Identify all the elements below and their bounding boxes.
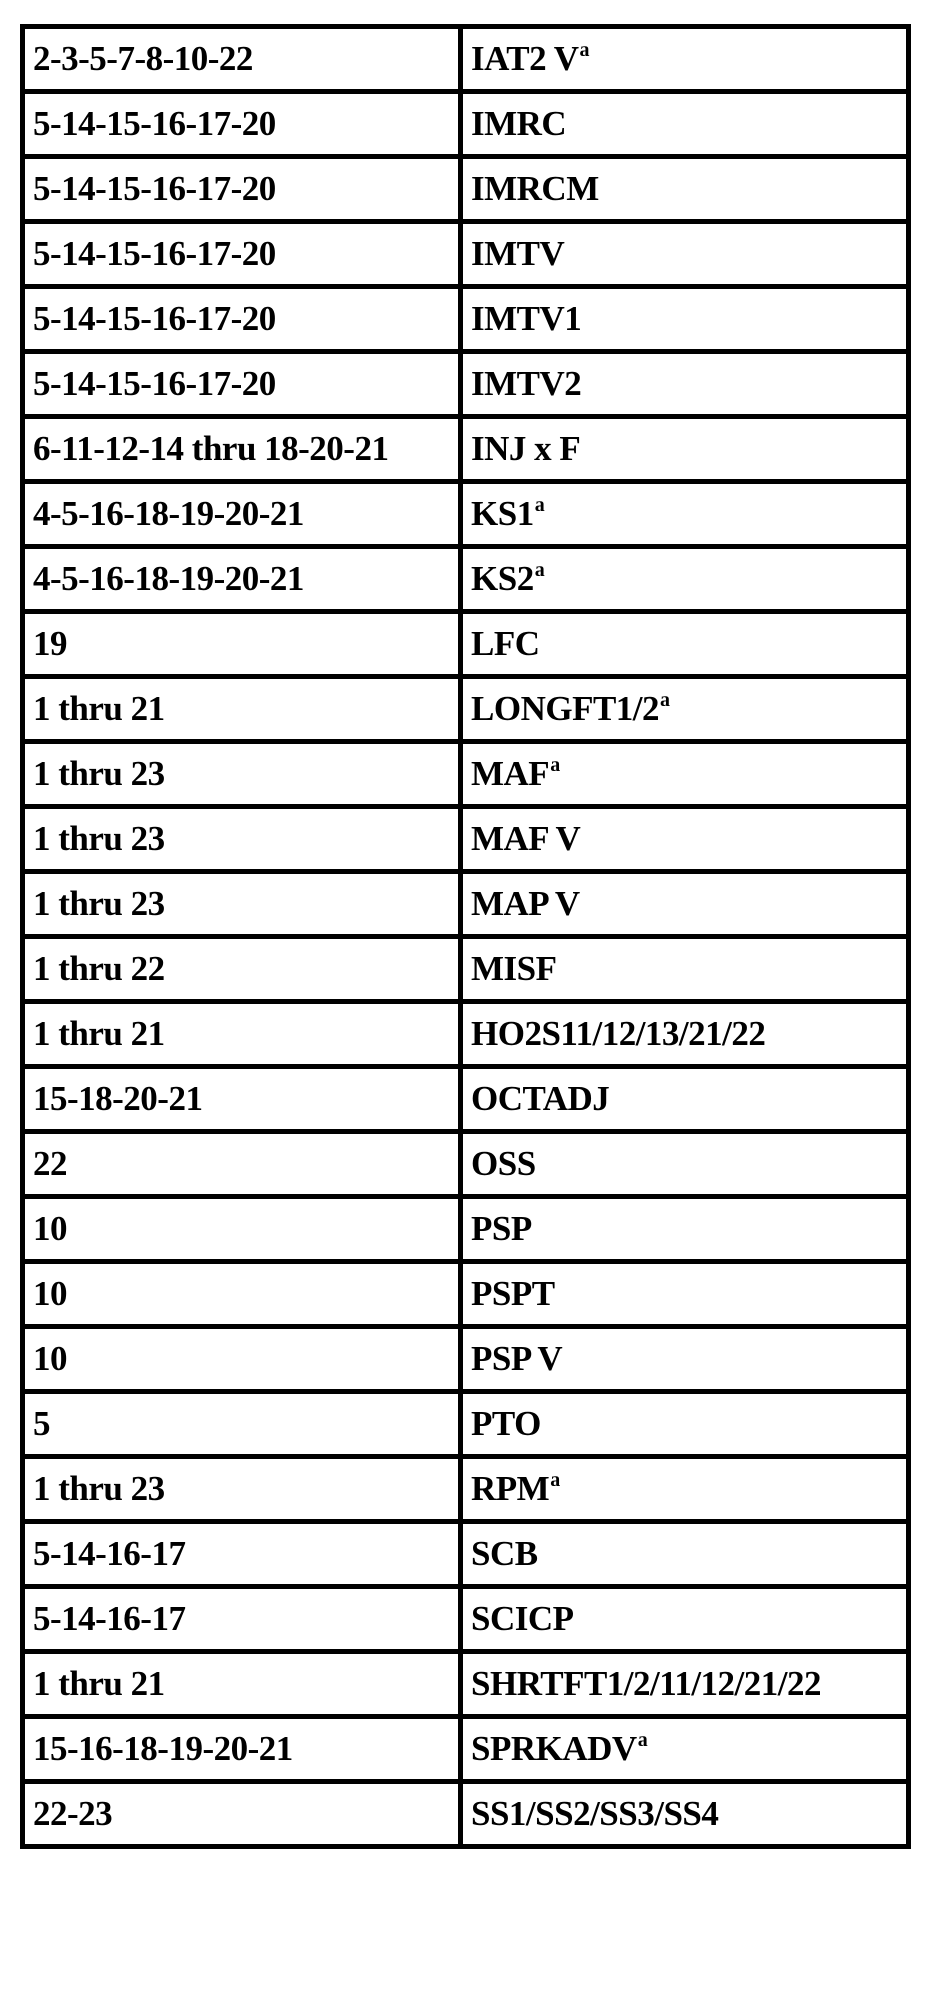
code-cell: 1 thru 23 <box>25 874 458 934</box>
table-body <box>25 29 906 1844</box>
table-row <box>25 224 906 284</box>
code-cell: 5-14-15-16-17-20 <box>25 94 458 154</box>
code-cell: 2-3-5-7-8-10-22 <box>25 29 458 89</box>
table-row <box>25 1134 906 1194</box>
pid-name: LONGFT1/2 <box>471 689 660 728</box>
footnote-marker: a <box>534 494 545 516</box>
table-row <box>25 1329 906 1389</box>
table-row <box>25 1524 906 1584</box>
code-cell: 10 <box>25 1264 458 1324</box>
pid-cell <box>463 614 906 674</box>
pid-name: SS1/SS2/SS3/SS4 <box>471 1794 719 1833</box>
pid-name: PSP V <box>471 1339 563 1378</box>
pid-name: LFC <box>471 624 540 663</box>
table-row <box>25 809 906 869</box>
footnote-marker: a <box>550 754 560 776</box>
pid-cell <box>463 1394 906 1454</box>
pid-name: SHRTFT1/2/11/12/21/22 <box>471 1664 821 1703</box>
footnote-marker: a <box>550 1469 560 1491</box>
pid-name: SCB <box>471 1534 538 1573</box>
pid-cell <box>463 419 906 479</box>
table-row <box>25 1004 906 1064</box>
pid-cell <box>463 679 906 739</box>
table-row <box>25 1654 906 1714</box>
table-row <box>25 1589 906 1649</box>
code-cell: 1 thru 21 <box>25 1004 458 1064</box>
pid-cell <box>463 939 906 999</box>
pid-name: SPRKADV <box>471 1729 637 1768</box>
pid-cell <box>463 94 906 154</box>
table-row <box>25 419 906 479</box>
pid-cell <box>463 874 906 934</box>
pid-name: KS1 <box>471 494 534 533</box>
pid-name: SCICP <box>471 1599 574 1638</box>
code-cell: 4-5-16-18-19-20-21 <box>25 484 458 544</box>
pid-cell <box>463 1654 906 1714</box>
code-cell: 1 thru 21 <box>25 1654 458 1714</box>
pid-cell <box>463 1004 906 1064</box>
pid-cell <box>463 354 906 414</box>
pid-name: IMTV <box>471 234 565 273</box>
pid-name: MAP V <box>471 884 580 923</box>
code-cell: 10 <box>25 1199 458 1259</box>
pid-cell <box>463 1199 906 1259</box>
pid-cell <box>463 549 906 609</box>
pid-name: MAF V <box>471 819 581 858</box>
pid-cell <box>463 1329 906 1389</box>
code-cell: 5-14-15-16-17-20 <box>25 159 458 219</box>
code-cell: 5-14-16-17 <box>25 1524 458 1584</box>
pid-code-table <box>20 24 911 1849</box>
table-row <box>25 614 906 674</box>
code-cell: 5-14-15-16-17-20 <box>25 224 458 284</box>
table-row <box>25 1459 906 1519</box>
pid-cell <box>463 159 906 219</box>
table-row <box>25 1069 906 1129</box>
code-cell: 1 thru 23 <box>25 1459 458 1519</box>
table-row <box>25 874 906 934</box>
table-row <box>25 1784 906 1844</box>
pid-cell <box>463 1719 906 1779</box>
table-row <box>25 939 906 999</box>
code-cell: 5-14-15-16-17-20 <box>25 354 458 414</box>
pid-name: OCTADJ <box>471 1079 610 1118</box>
pid-cell <box>463 809 906 869</box>
table-row <box>25 679 906 739</box>
code-cell: 6-11-12-14 thru 18-20-21 <box>25 419 458 479</box>
table-row <box>25 744 906 804</box>
pid-cell <box>463 484 906 544</box>
table-row <box>25 354 906 414</box>
table-row <box>25 289 906 349</box>
table-row <box>25 1394 906 1454</box>
code-cell: 5-14-16-17 <box>25 1589 458 1649</box>
pid-name: PSPT <box>471 1274 555 1313</box>
table-row <box>25 1199 906 1259</box>
pid-cell <box>463 224 906 284</box>
footnote-marker: a <box>637 1729 648 1751</box>
pid-name: PSP <box>471 1209 532 1248</box>
code-cell: 15-16-18-19-20-21 <box>25 1719 458 1779</box>
code-cell: 1 thru 22 <box>25 939 458 999</box>
pid-cell <box>463 1459 906 1519</box>
table-row <box>25 1264 906 1324</box>
pid-name: IAT2 V <box>471 39 579 78</box>
footnote-marker: a <box>579 39 590 61</box>
pid-cell <box>463 1134 906 1194</box>
table-row <box>25 29 906 89</box>
code-cell: 15-18-20-21 <box>25 1069 458 1129</box>
pid-cell <box>463 1589 906 1649</box>
pid-cell <box>463 744 906 804</box>
pid-cell <box>463 289 906 349</box>
code-cell: 22 <box>25 1134 458 1194</box>
code-cell: 1 thru 23 <box>25 744 458 804</box>
table-row <box>25 1719 906 1779</box>
pid-name: INJ x F <box>471 429 581 468</box>
code-cell: 1 thru 21 <box>25 679 458 739</box>
code-cell: 22-23 <box>25 1784 458 1844</box>
pid-cell <box>463 1784 906 1844</box>
code-cell: 5-14-15-16-17-20 <box>25 289 458 349</box>
pid-name: IMTV2 <box>471 364 582 403</box>
code-cell: 4-5-16-18-19-20-21 <box>25 549 458 609</box>
code-cell: 5 <box>25 1394 458 1454</box>
footnote-marker: a <box>534 559 545 581</box>
pid-name: OSS <box>471 1144 536 1183</box>
pid-name: MAF <box>471 754 550 793</box>
table-row <box>25 549 906 609</box>
pid-cell <box>463 1524 906 1584</box>
pid-cell <box>463 1264 906 1324</box>
pid-name: KS2 <box>471 559 534 598</box>
table-row <box>25 484 906 544</box>
pid-name: HO2S11/12/13/21/22 <box>471 1014 766 1053</box>
table-row <box>25 94 906 154</box>
pid-cell <box>463 29 906 89</box>
pid-name: MISF <box>471 949 557 988</box>
footnote-marker: a <box>660 689 670 711</box>
table-row <box>25 159 906 219</box>
code-cell: 1 thru 23 <box>25 809 458 869</box>
pid-name: RPM <box>471 1469 550 1508</box>
pid-name: IMRCM <box>471 169 599 208</box>
pid-cell <box>463 1069 906 1129</box>
pid-name: PTO <box>471 1404 541 1443</box>
pid-name: IMRC <box>471 104 567 143</box>
pid-name: IMTV1 <box>471 299 582 338</box>
code-cell: 10 <box>25 1329 458 1389</box>
code-cell: 19 <box>25 614 458 674</box>
